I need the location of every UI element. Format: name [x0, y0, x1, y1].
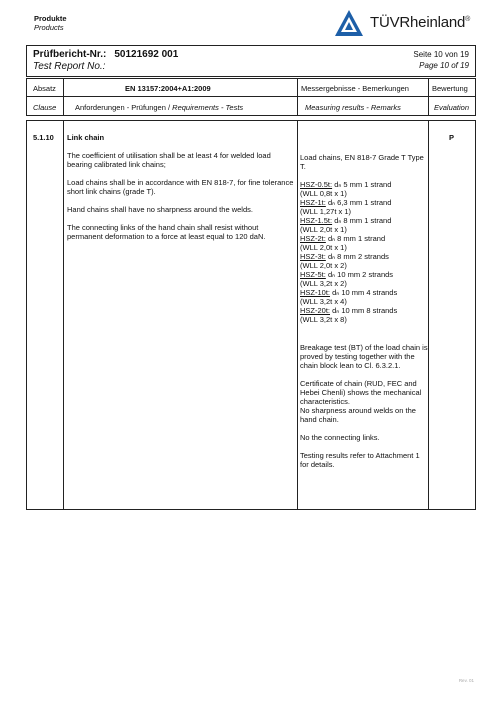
products-label: Produkte: [34, 14, 67, 23]
chain-item: [300, 288, 428, 297]
chain-wll: (WLL 3,2t x 8): [300, 315, 347, 324]
chain-model: HSZ-0.5t:: [300, 180, 333, 189]
revision-footer: Rev. 01: [458, 678, 474, 683]
chain-item: [300, 198, 428, 207]
chain-spec: dₙ 8 mm 1 strand: [327, 234, 386, 243]
chain-spec: dₙ 10 mm 2 strands: [327, 270, 394, 279]
chain-spec: dₙ 10 mm 8 strands: [332, 306, 398, 315]
chain-spec: dₙ 10 mm 4 strands: [332, 288, 398, 297]
registered-mark: ®: [465, 16, 471, 23]
chain-wll: (WLL 2,0t x 1): [300, 225, 347, 234]
column-headers: [26, 78, 476, 116]
chain-item: [300, 252, 428, 261]
products-label-en: Products: [34, 23, 64, 32]
col-clause: Clause: [33, 103, 57, 112]
breakage-text: Breakage test (BT) of the load chain is proved by testing together with the chain block lean to Cl. 6.3.2.1.: [300, 343, 428, 370]
chain-model: HSZ-3t:: [300, 252, 326, 261]
chain-item: [300, 306, 428, 315]
chain-wll: (WLL 2,0t x 1): [300, 243, 347, 252]
col-results-de: Messergebnisse - Bemerkungen: [301, 84, 409, 93]
chain-wll: (WLL 0,8t x 1): [300, 189, 347, 198]
requirement-text: Load chains shall be in accordance with EN 818-7, for fine tolerance short link chains (grade T).: [67, 178, 294, 196]
verdict: P: [449, 133, 455, 142]
chain-spec: dₙ 6,3 mm 1 strand: [327, 198, 392, 207]
connecting-text: No the connecting links.: [300, 433, 380, 442]
col-verdict-de: Bewertung: [432, 84, 468, 93]
results-column: [300, 153, 428, 478]
col-requirements-en: Requirements - Tests: [172, 103, 244, 112]
report-header: [26, 45, 476, 77]
chain-wll: (WLL 3,2t x 2): [300, 279, 347, 288]
col-standard: EN 13157:2004+A1:2009: [125, 84, 211, 93]
requirement-text: The coefficient of utilisation shall be at least 4 for welded load bearing calibrated link chains;: [67, 151, 271, 169]
tuv-logo: [334, 9, 484, 37]
clause-title: Link chain: [67, 133, 105, 142]
col-absatz: Absatz: [33, 84, 56, 93]
sharpness-text: No sharpness around welds on the hand chain.: [300, 406, 416, 424]
requirement-text: The connecting links of the hand chain shall resist without permanent deformation to a force at least equal to 120 daN.: [67, 223, 266, 241]
chain-model: HSZ-10t:: [300, 288, 331, 297]
clause-table: [26, 120, 476, 510]
chain-item: [300, 216, 428, 225]
col-requirements-de: Anforderungen - Prüfungen /: [75, 103, 171, 112]
requirements-column: [67, 133, 295, 250]
chain-item: [300, 180, 428, 189]
testing-text: Testing results refer to Attachment 1 for details.: [300, 451, 420, 469]
report-label-de: Prüfbericht-Nr.:: [33, 49, 107, 60]
logo-text: TÜVRheinland: [370, 14, 466, 31]
chain-spec: dₙ 8 mm 1 strand: [334, 216, 392, 225]
chain-spec: dₙ 8 mm 2 strands: [327, 252, 389, 261]
report-label-en: Test Report No.:: [33, 61, 106, 72]
chain-item: [300, 234, 428, 243]
chain-model: HSZ-1.5t:: [300, 216, 333, 225]
chain-wll: (WLL 2,0t x 2): [300, 261, 347, 270]
certificate-text: Certificate of chain (RUD, FEC and Hebei Chenli) shows the mechanical characteristics.: [300, 379, 422, 406]
tuv-triangle-icon: [334, 9, 364, 37]
chain-model: HSZ-5t:: [300, 270, 326, 279]
chain-model: HSZ-20t:: [300, 306, 331, 315]
page-number-de: Seite 10 von 19: [413, 50, 469, 59]
col-results-en: Measuring results - Remarks: [305, 103, 401, 112]
page-number-en: Page 10 of 19: [419, 61, 469, 70]
col-verdict-en: Evaluation: [434, 103, 470, 112]
chain-model: HSZ-1t:: [300, 198, 326, 207]
chain-model: HSZ-2t:: [300, 234, 326, 243]
clause-number: 5.1.10: [33, 133, 54, 142]
results-intro: Load chains, EN 818-7 Grade T Type T.: [300, 153, 424, 171]
report-number: 50121692 001: [114, 49, 179, 60]
chain-wll: (WLL 3,2t x 4): [300, 297, 347, 306]
chain-wll: (WLL 1,27t x 1): [300, 207, 351, 216]
chain-spec: dₙ 5 mm 1 strand: [334, 180, 392, 189]
chain-list: [300, 180, 428, 324]
requirement-text: Hand chains shall have no sharpness around the welds.: [67, 205, 253, 214]
chain-item: [300, 270, 428, 279]
